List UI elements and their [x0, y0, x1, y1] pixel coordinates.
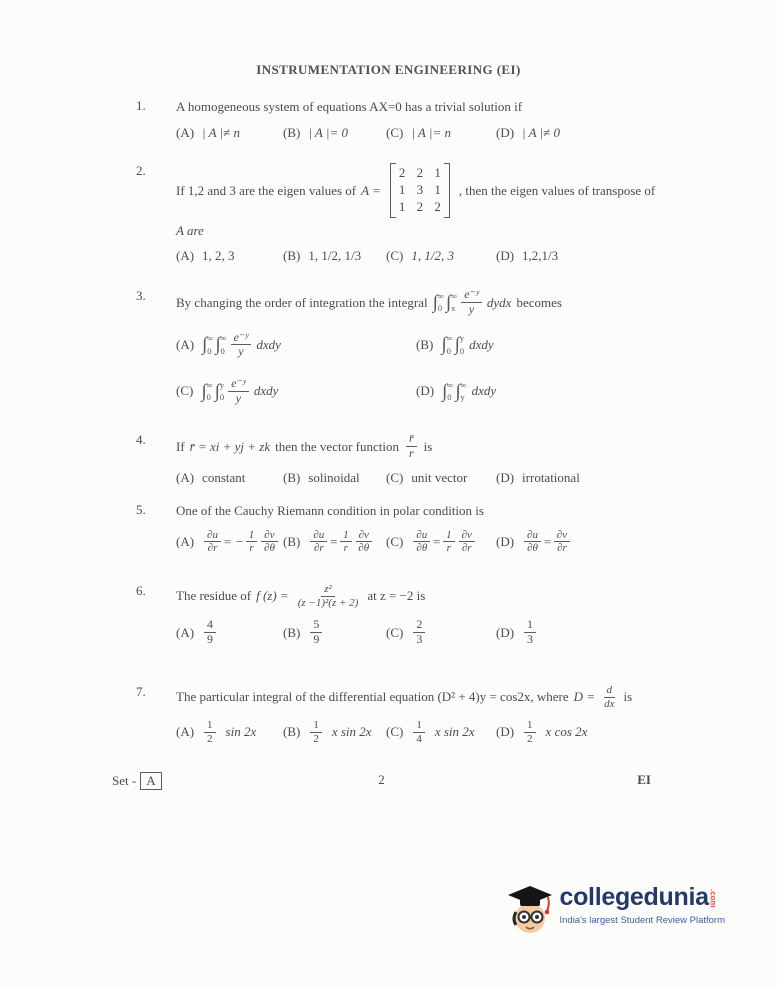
option-label: (D) [496, 247, 515, 263]
question-text: becomes [516, 294, 562, 310]
option [416, 334, 685, 355]
integral-limits [451, 292, 457, 313]
limit-upper: ∞ [451, 290, 458, 301]
question-number: 6. [136, 583, 146, 598]
fraction-denominator: 3 [416, 632, 423, 647]
option-text: 1, 1/2, 3 [411, 247, 454, 263]
integral-sign: ∫ [202, 334, 208, 356]
limit-upper: ∞ [437, 290, 444, 301]
fraction-denominator: ∂θ [416, 542, 428, 555]
option-label: (D) [496, 624, 515, 640]
fraction-numerator: 1 [524, 719, 536, 733]
matrix-row: 1 3 1 [398, 181, 441, 197]
option-label: (C) [386, 624, 404, 640]
option-label: (D) [496, 124, 515, 140]
integral-limits [207, 334, 213, 355]
fraction [524, 719, 536, 745]
option-label: (B) [416, 336, 434, 352]
fraction-denominator: 9 [207, 632, 214, 647]
integral-sign: ∫ [432, 291, 438, 313]
question-text-continued: A are [176, 222, 204, 238]
logo-text-block [559, 884, 725, 926]
question-text: One of the Cauchy Riemann condition in polar condition is [176, 503, 484, 518]
question-text: The residue of [176, 588, 252, 604]
integral-limits [460, 334, 464, 355]
brand-tagline: India's largest Student Review Platform [559, 914, 725, 926]
fraction [524, 618, 536, 647]
option [283, 470, 386, 486]
limit-upper: ∞ [207, 333, 214, 344]
option [496, 529, 685, 555]
option-label: (C) [386, 124, 404, 140]
fraction-numerator: e⁻ʸ [461, 288, 482, 303]
option [386, 470, 496, 486]
question-number: 2. [136, 163, 146, 178]
limit-lower: 0 [206, 392, 211, 403]
option-text: unit vector [411, 469, 468, 485]
fraction-denominator: ∂r [207, 542, 218, 555]
option [176, 248, 283, 264]
question-text: is [623, 689, 633, 705]
option-label: (C) [386, 533, 404, 549]
equation [308, 529, 374, 555]
option-label: (D) [496, 533, 515, 549]
set-value-box: A [140, 772, 161, 790]
fraction-numerator: ∂v [554, 529, 570, 543]
option-label: (B) [283, 124, 301, 140]
option-label: (A) [176, 124, 195, 140]
fraction-numerator: r̄ [406, 432, 417, 447]
integral-limits [220, 381, 224, 402]
relation: = [329, 533, 339, 549]
fraction-numerator: ∂v [356, 529, 372, 543]
fraction-denominator: y [238, 344, 244, 359]
option-text: | A |= 0 [308, 124, 348, 140]
option-text: x cos 2x [545, 724, 588, 740]
option [176, 529, 283, 555]
fraction-denominator: r [446, 542, 451, 555]
integral-sign: ∫ [455, 380, 461, 402]
fraction [310, 529, 327, 555]
brand-name: collegedunia [559, 883, 709, 911]
option [283, 248, 386, 264]
limit-lower: 0 [447, 392, 452, 403]
option-text: 1, 1/2, 1/3 [308, 247, 362, 263]
integral-expression [442, 381, 496, 402]
fraction-denominator: r [408, 445, 414, 460]
option-label: (A) [176, 336, 195, 352]
fraction-denominator: ∂r [313, 542, 324, 555]
brand-tld: .com [708, 889, 718, 908]
option [386, 529, 496, 555]
question-2 [136, 163, 685, 264]
fraction-denominator: 9 [313, 632, 320, 647]
option [496, 248, 685, 264]
fraction-denominator: y [468, 301, 475, 316]
fraction-numerator: 1 [413, 719, 425, 733]
relation: = [542, 533, 552, 549]
limit-upper: ∞ [447, 379, 454, 390]
fraction-denominator: ∂θ [264, 542, 275, 555]
limit-upper: ∞ [446, 333, 453, 344]
integral-limits [221, 334, 227, 355]
relation: = − [222, 533, 244, 549]
fraction-numerator: ∂v [459, 529, 475, 543]
page-number: 2 [378, 772, 385, 787]
fraction-numerator: 1 [443, 529, 455, 543]
option-label: (B) [283, 247, 301, 263]
fraction [461, 288, 482, 317]
fraction [204, 529, 221, 555]
fraction [296, 583, 361, 609]
option-label: (A) [176, 624, 195, 640]
limit-upper: ∞ [460, 379, 467, 390]
fraction-denominator: 4 [416, 732, 422, 745]
option-label: (A) [176, 533, 195, 549]
fraction-numerator: 5 [310, 618, 322, 633]
question-number: 7. [136, 684, 146, 699]
matrix-row: 2 2 1 [398, 165, 441, 180]
option-label: (B) [283, 724, 301, 740]
option-label: (B) [283, 533, 301, 549]
fraction-denominator: ∂r [557, 542, 567, 555]
option-text: solinoidal [308, 469, 360, 485]
option [176, 125, 283, 141]
vector-definition: r̄ = xi + yj + zk [189, 438, 271, 454]
page-footer [112, 772, 651, 792]
fraction-denominator: dx [604, 697, 615, 710]
question-text: By changing the order of integration the integral [176, 294, 428, 310]
option-label: (D) [496, 469, 515, 485]
integral-limits [461, 381, 467, 402]
option-text: x sin 2x [331, 724, 372, 740]
options-row [176, 529, 685, 555]
fraction-numerator: 2 [413, 618, 425, 633]
option-label: (D) [416, 383, 435, 399]
differential: dxdy [471, 383, 497, 399]
option-text: x sin 2x [434, 724, 475, 740]
option [283, 618, 386, 647]
options-row [176, 470, 685, 486]
fraction-denominator: 3 [527, 632, 534, 647]
integral-sign: ∫ [441, 334, 447, 356]
fraction-denominator: 2 [527, 732, 533, 745]
fraction [246, 529, 258, 555]
options-row [176, 125, 685, 141]
option-label: (B) [283, 624, 301, 640]
matrix [390, 163, 450, 218]
fraction [340, 529, 352, 555]
option [283, 529, 386, 555]
integral-sign: ∫ [214, 380, 220, 402]
option-label: (C) [176, 383, 194, 399]
option-label: (A) [176, 247, 195, 263]
fraction [406, 432, 417, 461]
fraction-denominator: 2 [207, 732, 213, 745]
fraction-numerator: d [604, 684, 616, 698]
option-text: irrotational [522, 469, 580, 485]
fraction-denominator: r [249, 542, 254, 555]
fraction-denominator: ∂θ [358, 542, 370, 555]
question-text: , then the eigen values of transpose of [458, 182, 656, 198]
option [176, 331, 416, 360]
fraction [524, 529, 541, 555]
integral-limits [207, 381, 213, 402]
question-1 [136, 98, 685, 141]
integral-sign: ∫ [454, 334, 460, 356]
fraction-numerator: ∂u [310, 529, 327, 543]
paper-title: INSTRUMENTATION ENGINEERING (EI) [256, 62, 521, 77]
collegedunia-logo [504, 884, 725, 938]
fraction-denominator: r [343, 542, 348, 555]
differential: dxdy [256, 336, 281, 352]
option-label: (A) [176, 724, 195, 740]
fraction-numerator: 1 [204, 719, 216, 733]
equation [522, 529, 572, 555]
fraction [310, 618, 322, 647]
fraction-numerator: ∂u [204, 529, 221, 543]
option [386, 719, 496, 745]
fraction-denominator: ∂θ [527, 542, 538, 555]
question-number: 5. [136, 502, 146, 517]
fraction-numerator: 4 [204, 618, 216, 633]
option-text: sin 2x [225, 724, 257, 740]
integral-sign: ∫ [215, 334, 221, 356]
matrix-row: 1 2 2 [398, 198, 441, 214]
fraction-denominator: 2 [313, 732, 319, 745]
fraction-numerator: 1 [340, 529, 352, 543]
question-text: The particular integral of the differential equation (D² + 4)y = cos2x, where [176, 689, 569, 705]
question-number: 1. [136, 98, 146, 113]
fraction-denominator: ∂r [461, 542, 472, 555]
equation [411, 529, 477, 555]
option [496, 470, 685, 486]
set-label: Set - [112, 773, 137, 788]
differential: dxdy [253, 383, 279, 399]
option-text: constant [202, 469, 246, 485]
fraction [310, 719, 322, 745]
paper-code: EI [637, 772, 651, 787]
question-text: If [176, 438, 185, 454]
option-label: (C) [386, 469, 404, 485]
function-label: f (z) = [256, 588, 289, 604]
option [496, 618, 685, 647]
fraction-numerator: 1 [246, 529, 258, 543]
question-7 [136, 684, 685, 746]
limit-lower: 0 [219, 392, 225, 403]
integral-limits [447, 381, 453, 402]
question-text: then the vector function [275, 438, 399, 454]
fraction-numerator: ∂u [524, 529, 541, 543]
options-grid [176, 331, 685, 406]
limit-upper: ∞ [220, 333, 227, 344]
limit-lower: 0 [437, 303, 443, 314]
question-4 [136, 432, 685, 486]
question-text: A homogeneous system of equations AX=0 has a trivial solution if [176, 99, 523, 114]
limit-lower: 0 [446, 345, 451, 356]
fraction-numerator: 1 [524, 618, 536, 633]
option [176, 470, 283, 486]
options-row [176, 618, 685, 647]
fraction-numerator: e⁻ʸ [228, 377, 249, 392]
fraction [602, 684, 616, 710]
fraction-denominator: y [235, 390, 242, 405]
integral-limits [438, 292, 444, 313]
relation: = [432, 533, 442, 549]
option-label: (C) [386, 724, 404, 740]
option [386, 248, 496, 264]
option-label: (C) [386, 247, 404, 263]
fraction [204, 618, 216, 647]
matrix-label: A = [361, 182, 381, 198]
fraction [413, 719, 425, 745]
question-3 [136, 288, 685, 406]
option [283, 719, 386, 745]
limit-upper: y [459, 333, 465, 344]
fraction-numerator: ∂v [261, 529, 277, 543]
question-number: 4. [136, 432, 146, 447]
integral-sign: ∫ [445, 291, 452, 313]
option-label: (B) [283, 469, 301, 485]
fraction-numerator: ∂u [413, 529, 430, 543]
fraction [228, 377, 249, 406]
question-number: 3. [136, 288, 146, 303]
option-text: 1, 2, 3 [202, 247, 235, 263]
integral-sign: ∫ [442, 380, 448, 402]
limit-lower: 0 [220, 345, 225, 356]
option [176, 377, 416, 406]
integral-expression [433, 288, 512, 317]
option [386, 125, 496, 141]
limit-upper: y [219, 379, 225, 390]
options-row [176, 248, 685, 264]
fraction [554, 529, 570, 555]
option [386, 618, 496, 647]
question-6 [136, 583, 685, 647]
option-text: 1,2,1/3 [522, 247, 559, 263]
limit-lower: y [460, 392, 465, 403]
differential: dxdy [469, 336, 494, 352]
options-row [176, 719, 685, 745]
integral-expression [441, 334, 493, 355]
fraction [204, 719, 216, 745]
integral-limits [447, 334, 453, 355]
fraction [443, 529, 455, 555]
collegedunia-mascot-icon [504, 884, 554, 938]
limit-lower: 0 [207, 345, 212, 356]
fraction-numerator: z² [321, 583, 335, 597]
fraction [413, 529, 430, 555]
question-text: at z = −2 is [367, 588, 426, 604]
integral-expression [201, 377, 278, 406]
fraction [231, 331, 252, 360]
question-text: If 1,2 and 3 are the eigen values of [176, 182, 357, 198]
integral-expression [202, 331, 281, 360]
differential: dydx [486, 294, 512, 310]
option-text: | A |= n [411, 124, 451, 140]
fraction [356, 529, 372, 555]
option-label: (D) [496, 724, 515, 740]
option [176, 618, 283, 647]
question-5 [136, 502, 685, 555]
fraction [261, 529, 277, 555]
fraction-numerator: e⁻ʸ [231, 331, 252, 346]
option [283, 125, 386, 141]
option [496, 125, 685, 141]
option-text: | A |≠ 0 [522, 124, 561, 140]
option-text: | A |≠ n [202, 124, 241, 140]
integral-sign: ∫ [201, 380, 207, 402]
limit-upper: ∞ [206, 379, 213, 390]
fraction [459, 529, 475, 555]
fraction-denominator: (z −1)²(z + 2) [297, 596, 359, 609]
fraction [413, 618, 425, 647]
option [176, 719, 283, 745]
limit-lower: x [451, 303, 456, 314]
option-label: (A) [176, 469, 195, 485]
question-text: is [423, 438, 433, 454]
equation [202, 529, 280, 555]
option [496, 719, 685, 745]
option [416, 381, 685, 402]
operator-label: D = [573, 689, 596, 705]
fraction-numerator: 1 [310, 719, 322, 733]
limit-lower: 0 [459, 345, 465, 356]
